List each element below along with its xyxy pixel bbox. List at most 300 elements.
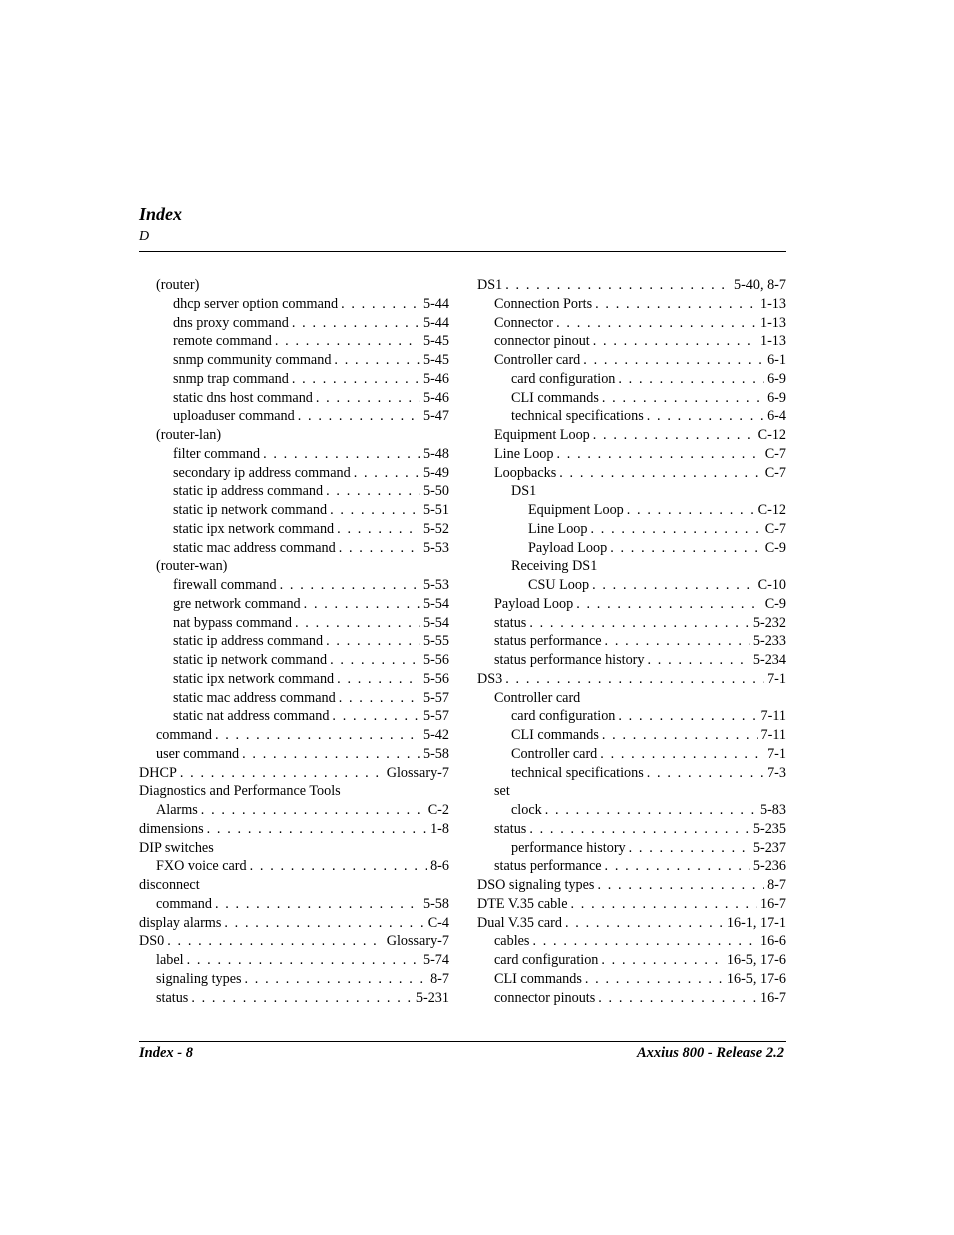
dot-leader <box>505 276 731 295</box>
index-page-ref: C-12 <box>757 502 786 518</box>
index-term: technical specifications <box>511 764 644 781</box>
dot-leader <box>610 539 762 558</box>
index-page-ref: 16-6 <box>759 933 786 950</box>
dot-leader <box>180 764 384 783</box>
index-page-ref: C-9 <box>764 595 786 612</box>
index-term: connector pinout <box>494 333 590 350</box>
index-term: Controller card <box>494 689 581 706</box>
index-term: DHCP <box>139 764 177 781</box>
index-term: static ip network command <box>173 652 328 668</box>
index-entry <box>477 689 786 708</box>
index-entry <box>477 482 786 501</box>
index-term: static mac address command <box>173 539 336 556</box>
index-entry <box>139 464 449 483</box>
index-term: dns proxy command <box>173 314 289 331</box>
index-page-ref: 5-46 <box>422 389 449 406</box>
index-entry <box>477 445 786 464</box>
index-entry <box>139 745 449 764</box>
dot-leader <box>529 820 750 839</box>
dot-leader <box>576 595 762 614</box>
index-entry <box>477 464 786 483</box>
index-term: static ip address command <box>173 483 324 500</box>
index-term: static mac address command <box>173 689 336 706</box>
index-term: Dual V.35 card <box>477 914 562 931</box>
dot-leader <box>583 351 764 370</box>
index-term: CLI commands <box>511 727 599 743</box>
index-column-right <box>477 276 786 1007</box>
index-term: Diagnostics and Performance Tools <box>139 783 341 800</box>
index-entry <box>139 595 449 614</box>
index-page-ref: 1-13 <box>759 333 786 350</box>
index-entry <box>139 914 449 933</box>
dot-leader <box>187 951 420 970</box>
index-term: set <box>494 783 510 800</box>
index-entry <box>139 670 449 689</box>
dot-leader <box>326 632 420 651</box>
index-term: DS1 <box>511 483 537 500</box>
index-page-ref: 5-49 <box>422 464 449 481</box>
dot-leader <box>602 389 764 408</box>
index-entry <box>139 426 449 445</box>
index-term: Payload Loop <box>528 539 608 556</box>
index-term: CSU Loop <box>528 577 590 593</box>
index-page-ref: 8-6 <box>430 858 449 875</box>
dot-leader <box>565 914 724 933</box>
index-entry <box>477 670 786 689</box>
dot-leader <box>505 670 764 689</box>
dot-leader <box>334 351 420 370</box>
index-entry <box>139 820 449 839</box>
dot-leader <box>618 370 764 389</box>
index-entry <box>139 276 449 295</box>
index-page-ref: 7-1 <box>767 670 786 687</box>
dot-leader <box>304 595 420 614</box>
index-page-ref: 5-56 <box>422 670 449 687</box>
dot-leader <box>595 295 757 314</box>
index-term: Alarms <box>156 802 198 818</box>
index-page-ref: 5-236 <box>752 858 786 875</box>
index-entry <box>477 951 786 970</box>
dot-leader <box>602 726 758 745</box>
index-entry <box>477 426 786 445</box>
dot-leader <box>593 426 755 445</box>
index-page-ref: 5-54 <box>422 614 449 631</box>
index-entry <box>139 351 449 370</box>
dot-leader <box>215 895 420 914</box>
index-entry <box>477 520 786 539</box>
index-page-ref: 5-47 <box>422 408 449 425</box>
index-page-ref: C-7 <box>764 464 786 481</box>
index-page-ref: 1-13 <box>759 295 786 312</box>
dot-leader <box>592 576 755 595</box>
index-page-ref: 5-46 <box>422 370 449 387</box>
index-term: filter command <box>173 445 261 462</box>
index-page-ref: 16-1, 17-1 <box>726 914 786 931</box>
index-entry <box>477 501 786 520</box>
index-term: secondary ip address command <box>173 464 351 481</box>
index-entry <box>139 332 449 351</box>
dot-leader <box>295 614 420 633</box>
dot-leader <box>529 614 750 633</box>
index-term: static ipx network command <box>173 670 335 687</box>
index-entry <box>139 632 449 651</box>
index-term: CLI commands <box>494 970 582 987</box>
index-term: status performance <box>494 633 602 650</box>
index-entry <box>139 932 449 951</box>
index-term: DS3 <box>477 670 503 687</box>
index-term: DIP switches <box>139 839 214 856</box>
index-page-ref: 7-11 <box>760 727 786 743</box>
index-term: DSO signaling types <box>477 877 595 893</box>
index-term: performance history <box>511 839 626 856</box>
index-page-ref: 5-53 <box>422 577 449 593</box>
index-page-ref: 5-232 <box>752 614 786 631</box>
dot-leader <box>601 951 724 970</box>
index-term: card configuration <box>511 708 616 725</box>
dot-leader <box>275 332 420 351</box>
index-term: card configuration <box>494 952 599 968</box>
index-entry <box>477 576 786 595</box>
dot-leader <box>605 632 750 651</box>
index-entry <box>139 764 449 783</box>
index-page-ref: 7-1 <box>767 745 786 762</box>
index-term: status performance <box>494 858 602 875</box>
index-page-ref: 6-4 <box>767 408 786 425</box>
index-term: (router-wan) <box>156 558 228 575</box>
dot-leader <box>591 520 762 539</box>
dot-leader <box>330 501 420 520</box>
index-entry <box>139 876 449 895</box>
index-entry <box>477 839 786 858</box>
index-entry <box>477 857 786 876</box>
index-entry <box>477 876 786 895</box>
dot-leader <box>605 857 750 876</box>
index-page-ref: 5-56 <box>422 652 449 668</box>
index-page-ref: 5-57 <box>422 708 449 725</box>
index-term: command <box>156 895 212 912</box>
dot-leader <box>292 314 420 333</box>
index-page-ref: 7-3 <box>767 764 786 781</box>
index-page-ref: 16-5, 17-6 <box>726 952 786 968</box>
index-page-ref: 5-50 <box>422 483 449 500</box>
dot-leader <box>647 764 764 783</box>
index-entry <box>477 932 786 951</box>
index-page-ref: 6-1 <box>767 352 786 368</box>
index-term: uploaduser command <box>173 408 295 425</box>
index-page-ref: 5-83 <box>759 802 786 818</box>
index-entry <box>139 501 449 520</box>
index-page-ref: 5-55 <box>422 633 449 650</box>
dot-leader <box>201 801 425 820</box>
index-page-ref: 5-48 <box>422 445 449 462</box>
index-term: user command <box>156 745 240 762</box>
index-term: gre network command <box>173 595 301 612</box>
dot-leader <box>648 651 750 670</box>
index-term: (router-lan) <box>156 427 222 443</box>
index-entry <box>139 389 449 408</box>
index-term: DS0 <box>139 933 165 950</box>
index-entry <box>139 539 449 558</box>
index-term: CLI commands <box>511 389 599 406</box>
footer-rule <box>139 1041 786 1042</box>
index-page-ref: 16-7 <box>759 895 786 912</box>
index-term: static nat address command <box>173 708 330 725</box>
dot-leader <box>280 576 420 595</box>
index-term: Equipment Loop <box>494 427 590 443</box>
index-entry <box>477 707 786 726</box>
index-entry <box>477 726 786 745</box>
index-entry <box>477 295 786 314</box>
index-entry <box>139 857 449 876</box>
dot-leader <box>191 989 413 1008</box>
index-entry <box>139 689 449 708</box>
index-page-ref: 5-54 <box>422 595 449 612</box>
index-term: dhcp server option command <box>173 295 339 312</box>
index-page-ref: 16-5, 17-6 <box>726 970 786 987</box>
index-entry <box>477 914 786 933</box>
footer-document-title: Axxius 800 - Release 2.2 <box>636 1045 784 1061</box>
index-page-ref: 6-9 <box>767 370 786 387</box>
index-page-ref: 5-235 <box>752 820 786 837</box>
index-entry <box>477 332 786 351</box>
index-entry <box>477 314 786 333</box>
dot-leader <box>532 932 757 951</box>
dot-leader <box>337 670 420 689</box>
index-entry <box>139 782 449 801</box>
index-entry <box>139 707 449 726</box>
index-entry <box>477 970 786 989</box>
index-term: cables <box>494 933 530 950</box>
index-page-ref: 1-13 <box>759 314 786 331</box>
dot-leader <box>298 407 420 426</box>
dot-leader <box>600 745 764 764</box>
index-term: signaling types <box>156 970 242 987</box>
index-entry <box>139 970 449 989</box>
dot-leader <box>545 801 757 820</box>
index-entry <box>139 576 449 595</box>
index-page-ref: 5-58 <box>422 745 449 762</box>
index-entry <box>477 764 786 783</box>
index-entry <box>139 989 449 1008</box>
index-entry <box>139 520 449 539</box>
dot-leader <box>292 370 420 389</box>
dot-leader <box>647 407 764 426</box>
index-term: Controller card <box>511 745 598 762</box>
index-term: snmp community command <box>173 352 332 368</box>
index-page-ref: C-4 <box>427 914 449 931</box>
index-entry <box>477 782 786 801</box>
index-term: command <box>156 727 212 743</box>
index-entry <box>139 557 449 576</box>
index-term: clock <box>511 802 542 818</box>
page-title: Index <box>139 204 183 224</box>
index-page-ref: 5-42 <box>422 727 449 743</box>
dot-leader <box>618 707 757 726</box>
index-page-ref: 5-51 <box>422 502 449 518</box>
index-page-ref: C-7 <box>764 520 786 537</box>
index-term: dimensions <box>139 820 204 837</box>
index-page-ref: C-9 <box>764 539 786 556</box>
dot-leader <box>556 314 757 333</box>
dot-leader <box>224 914 424 933</box>
index-term: Payload Loop <box>494 595 574 612</box>
index-term: DTE V.35 cable <box>477 895 568 912</box>
index-term: remote command <box>173 333 272 350</box>
index-term: display alarms <box>139 914 222 931</box>
index-entry <box>477 370 786 389</box>
index-entry <box>477 651 786 670</box>
index-entry <box>139 407 449 426</box>
index-entry <box>139 314 449 333</box>
index-entry <box>477 595 786 614</box>
index-page-ref: 16-7 <box>759 989 786 1006</box>
index-page-ref: 5-45 <box>422 333 449 350</box>
index-term: status <box>494 820 527 837</box>
footer-page-number: Index - 8 <box>139 1045 193 1061</box>
index-entry <box>139 951 449 970</box>
index-entry <box>477 614 786 633</box>
dot-leader <box>245 970 428 989</box>
index-page-ref: 5-233 <box>752 633 786 650</box>
index-term: label <box>156 952 184 968</box>
index-entry <box>139 614 449 633</box>
index-entry <box>477 801 786 820</box>
index-term: disconnect <box>139 877 200 893</box>
header-rule <box>139 251 786 252</box>
dot-leader <box>326 482 420 501</box>
index-term: Equipment Loop <box>528 502 624 518</box>
index-term: Loopbacks <box>494 464 557 481</box>
index-page-ref: 5-45 <box>422 352 449 368</box>
dot-leader <box>330 651 420 670</box>
dot-leader <box>598 989 757 1008</box>
index-page-ref: 1-8 <box>430 820 449 837</box>
dot-leader <box>250 857 427 876</box>
dot-leader <box>337 520 420 539</box>
index-entry <box>139 295 449 314</box>
index-term: static ip network command <box>173 502 328 518</box>
index-term: Line Loop <box>528 520 588 537</box>
dot-leader <box>559 464 761 483</box>
index-entry <box>477 389 786 408</box>
dot-leader <box>629 839 750 858</box>
dot-leader <box>242 745 420 764</box>
index-page-ref: 5-44 <box>422 295 449 312</box>
index-term: Line Loop <box>494 445 554 462</box>
index-page-ref: C-7 <box>764 445 786 462</box>
index-page-ref: 8-7 <box>767 877 786 893</box>
index-column-left <box>139 276 449 1007</box>
index-entry <box>139 839 449 858</box>
index-term: nat bypass command <box>173 614 292 631</box>
index-entry <box>477 407 786 426</box>
index-entry <box>477 895 786 914</box>
index-term: connector pinouts <box>494 989 596 1006</box>
dot-leader <box>339 689 420 708</box>
index-entry <box>139 895 449 914</box>
index-page-ref: 7-11 <box>760 708 786 725</box>
dot-leader <box>597 876 764 895</box>
dot-leader <box>215 726 420 745</box>
dot-leader <box>627 501 755 520</box>
dot-leader <box>332 707 420 726</box>
index-term: Receiving DS1 <box>511 558 598 575</box>
index-entry <box>139 801 449 820</box>
dot-leader <box>341 295 420 314</box>
index-entry <box>139 482 449 501</box>
index-entry <box>477 989 786 1008</box>
index-term: DS1 <box>477 277 503 293</box>
index-entry <box>139 726 449 745</box>
index-page-ref: 5-58 <box>422 895 449 912</box>
dot-leader <box>316 389 420 408</box>
index-term: (router) <box>156 277 200 293</box>
index-term: status <box>494 614 527 631</box>
index-term: Connector <box>494 314 554 331</box>
index-entry <box>139 370 449 389</box>
section-letter: D <box>139 229 150 244</box>
index-term: FXO voice card <box>156 858 247 875</box>
index-entry <box>477 632 786 651</box>
index-page-ref: 5-40, 8-7 <box>733 277 786 293</box>
dot-leader <box>557 445 762 464</box>
index-page-ref: Glossary-7 <box>386 764 449 781</box>
dot-leader <box>585 970 724 989</box>
index-term: Controller card <box>494 352 581 368</box>
index-page-ref: 8-7 <box>430 970 449 987</box>
index-entry <box>477 820 786 839</box>
index-page-ref: 5-237 <box>752 839 786 856</box>
index-page-ref: 5-74 <box>422 952 449 968</box>
index-entry <box>477 276 786 295</box>
index-term: static ip address command <box>173 633 324 650</box>
index-page-ref: C-2 <box>427 802 449 818</box>
dot-leader <box>207 820 427 839</box>
index-page-ref: 5-234 <box>752 652 786 668</box>
dot-leader <box>339 539 420 558</box>
dot-leader <box>354 464 420 483</box>
index-page-ref: 5-44 <box>422 314 449 331</box>
index-term: static ipx network command <box>173 520 335 537</box>
dot-leader <box>571 895 757 914</box>
index-entry <box>477 351 786 370</box>
index-page-ref: 5-52 <box>422 520 449 537</box>
index-term: card configuration <box>511 370 616 387</box>
index-term: static dns host command <box>173 389 313 406</box>
index-term: snmp trap command <box>173 370 289 387</box>
index-entry <box>139 445 449 464</box>
dot-leader <box>593 332 757 351</box>
index-page-ref: C-12 <box>757 427 786 443</box>
dot-leader <box>167 932 384 951</box>
index-term: status performance history <box>494 652 645 668</box>
index-term: firewall command <box>173 577 277 593</box>
index-page-ref: 5-53 <box>422 539 449 556</box>
index-page-ref: C-10 <box>757 577 786 593</box>
index-entry <box>477 557 786 576</box>
index-term: technical specifications <box>511 408 644 425</box>
index-page-ref: Glossary-7 <box>386 933 449 950</box>
index-term: Connection Ports <box>494 295 593 312</box>
dot-leader <box>263 445 420 464</box>
index-entry <box>477 745 786 764</box>
index-entry <box>139 651 449 670</box>
index-entry <box>477 539 786 558</box>
index-page-ref: 5-231 <box>415 989 449 1006</box>
index-page-ref: 6-9 <box>767 389 786 406</box>
index-term: status <box>156 989 189 1006</box>
index-page-ref: 5-57 <box>422 689 449 706</box>
